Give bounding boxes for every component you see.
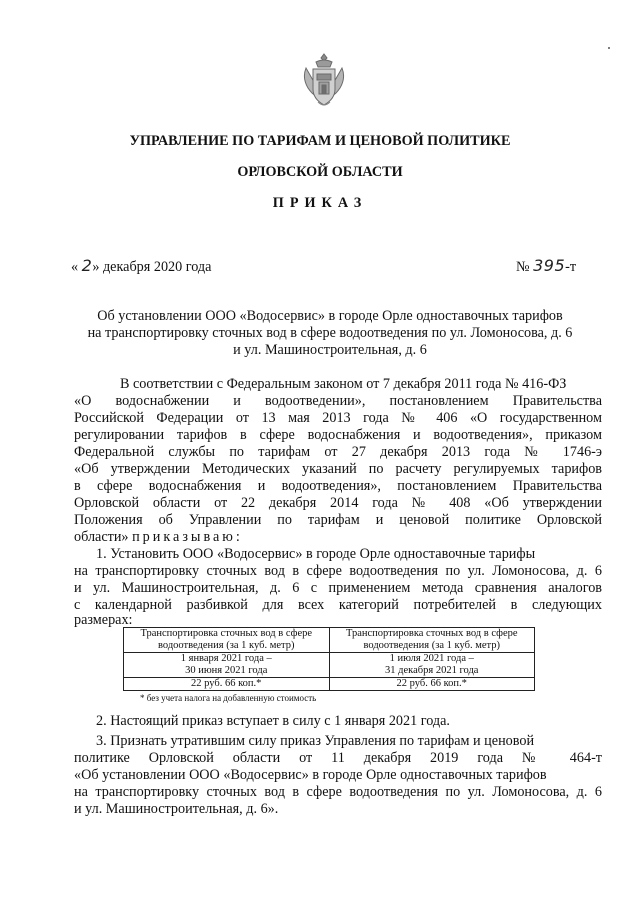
preamble-line: Федеральной службы по тарифам от 27 декабря 2013 года № 1746-э: [74, 444, 602, 460]
table-row: [124, 628, 535, 653]
table-price-cell: 22 руб. 66 коп.*: [124, 678, 330, 691]
table-header-cell: Транспортировка сточных вод в сфере водоотведения (за 1 куб. метр): [329, 628, 535, 653]
item1-line: с календарной разбивкой для всех категорий потребителей в следующих: [74, 597, 602, 613]
item1-line: на транспортировку сточных вод в сфере водоотведения по ул. Ломоносова, д. 6: [74, 563, 602, 579]
table-period-cell: 1 июля 2021 года – 31 декабря 2021 года: [329, 653, 535, 678]
preamble-line: «Об утверждении Методических указаний по расчету регулируемых тарифов: [74, 461, 602, 477]
region-name: ОРЛОВСКОЙ ОБЛАСТИ: [237, 164, 403, 180]
authority-name: УПРАВЛЕНИЕ ПО ТАРИФАМ И ЦЕНОВОЙ ПОЛИТИКЕ: [129, 133, 511, 149]
item2-line: 2. Настоящий приказ вступает в силу с 1 января 2021 года.: [96, 713, 450, 729]
table-price-cell: 22 руб. 66 коп.*: [329, 678, 535, 691]
item1-line: 1. Установить ООО «Водосервис» в городе Орле одноставочные тарифы: [96, 546, 536, 562]
preamble-line: Положения об Управлении по тарифам и ценовой политике Орловской: [74, 512, 602, 528]
document-number: № 395-т: [516, 256, 577, 275]
table-row: [124, 678, 535, 691]
coat-of-arms-icon: [302, 52, 346, 112]
handwritten-number: 395: [533, 256, 566, 275]
item3-line: и ул. Машиностроительная, д. 6».: [74, 801, 279, 817]
item3-line: на транспортировку сточных вод в сфере водоотведения по ул. Ломоносова, д. 6: [74, 784, 602, 800]
preamble-line: В соответствии с Федеральным законом от 7 декабря 2011 года № 416-ФЗ: [120, 376, 567, 392]
tariff-table: [123, 627, 535, 691]
item3-line: 3. Признать утратившим силу приказ Управления по тарифам и ценовой: [96, 733, 535, 749]
table-header-cell: Транспортировка сточных вод в сфере водоотведения (за 1 куб. метр): [124, 628, 330, 653]
document-title: Об установлении ООО «Водосервис» в городе Орле одноставочных тарифов на транспортировку сточных вод в сфере водоотведения по ул. Ломоносова, д. 6 и ул. Машиностроительная, д. 6: [87, 308, 573, 358]
scan-speck: [608, 47, 610, 49]
item3-line: политике Орловской области от 11 декабря 2019 года № 464-т: [74, 750, 602, 766]
preamble-line: Орловской области от 22 декабря 2014 года № 408 «Об утверждении: [74, 495, 602, 511]
table-period-cell: 1 января 2021 года – 30 июня 2021 года: [124, 653, 330, 678]
item1-line: размерах:: [74, 612, 133, 628]
preamble-line: в сфере водоснабжения и водоотведения», постановлением Правительства: [74, 478, 602, 494]
document-date: « 2» декабря 2020 года: [71, 256, 212, 275]
document-type: ПРИКАЗ: [272, 195, 368, 211]
vat-footnote: * без учета налога на добавленную стоимость: [140, 693, 317, 703]
preamble-line: Российской Федерации от 13 мая 2013 года № 406 «О государственном: [74, 410, 602, 426]
preamble-line: «О водоснабжении и водоотведении», постановлением Правительства: [74, 393, 602, 409]
handwritten-day: 2: [81, 256, 93, 275]
order-word: приказываю:: [132, 529, 243, 545]
item1-line: и ул. Машиностроительная, д. 6 с применением метода сравнения аналогов: [74, 580, 602, 596]
item3-line: «Об установлении ООО «Водосервис» в городе Орле одноставочных тарифов: [74, 767, 547, 783]
preamble-line: регулировании тарифов в сфере водоснабжения и водоотведения», приказом: [74, 427, 602, 443]
table-row: [124, 653, 535, 678]
preamble-last-line: области» приказываю:: [74, 529, 243, 545]
